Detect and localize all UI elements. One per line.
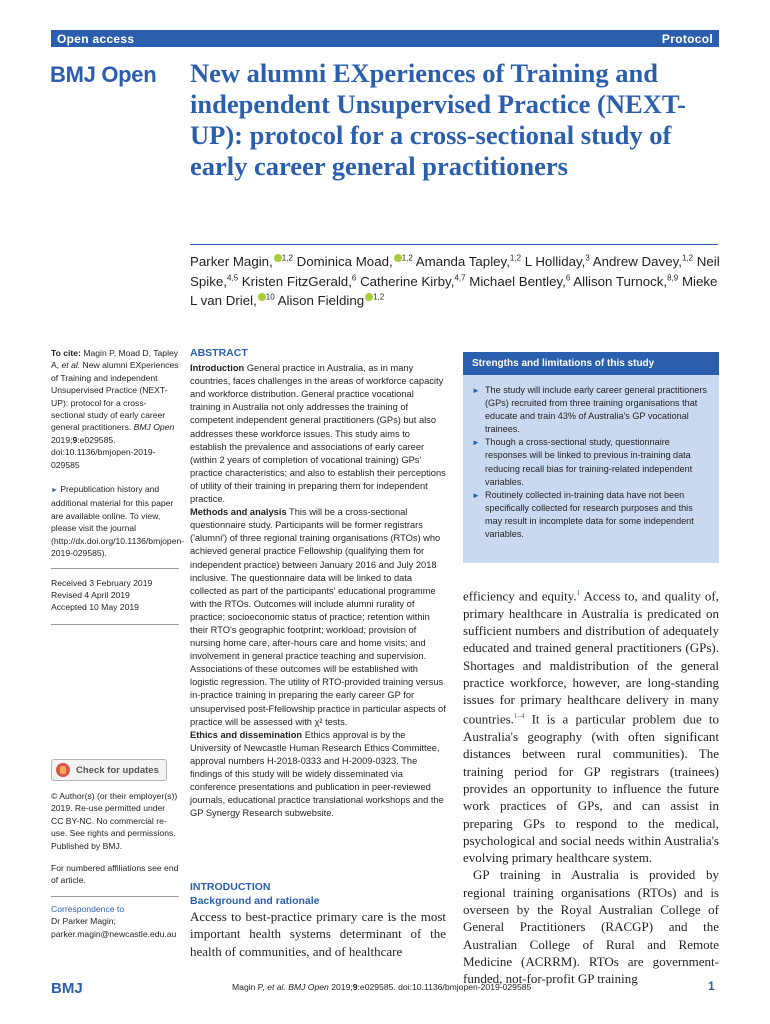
check-for-updates-button[interactable] <box>51 759 167 781</box>
author-list <box>190 252 725 311</box>
license-text: © Author(s) (or their employer(s)) 2019. Re-use permitted under CC BY-NC. No commercial re-use. See rights and permissions. Published by BMJ. <box>51 791 178 851</box>
list-item <box>463 436 719 488</box>
accepted-date: Accepted 10 May 2019 <box>51 602 139 613</box>
prepub-note <box>51 483 185 559</box>
page-number: 1 <box>708 979 715 993</box>
body-paragraph <box>463 585 719 866</box>
author-name: Parker Magin, <box>190 254 273 269</box>
open-access-label: Open access <box>57 31 135 46</box>
list-item-text: The study will include early career general practitioners (GPs) recruited from three training organisations that educate and train 43% of Australia's GP vocational trainees. <box>485 385 707 435</box>
author-name: Catherine Kirby, <box>360 273 455 289</box>
affiliation-number: 10 <box>265 292 275 302</box>
abstract-ethics <box>190 729 446 821</box>
list-item <box>463 384 719 436</box>
correspondence-label: Correspondence to <box>51 903 125 914</box>
author-name: Kristen FitzGerald, <box>241 273 352 289</box>
author-name: Dominica Moad, <box>296 254 393 269</box>
affiliation-number: 3 <box>585 253 590 263</box>
abstract-methods-text: This will be a cross-sectional questionnaire study. Participants will be former registrars ('alumni') of three regional training organisations (RTOs) who achieved general practice Fellowship (qualifying them for independent practice) between January 2016 and July 2018 inclusive. The questionnaire data will be linked to data collected as part of the participants' educational programme with the RTOs. Outcomes will include alumni rurality of practice; socioeconomic status of practice; retention within their RTO's geographic footprint; workload; provision of nursing home care, after-hours care and home visits; and involvement in general practice teaching and supervision. Associations of these outcomes will be established with logistic regression. The utility of RTO-provided training versus in-practice training in preparing the early career GP for unsupervised post-Ffellowship practice in particular aspects of practice will be assessed with χ² tests. <box>190 507 446 727</box>
footer-cite-text: Magin P, <box>232 982 265 992</box>
author-name: Andrew Davey, <box>592 254 682 269</box>
journal-logo[interactable]: BMJ Open <box>50 62 157 87</box>
abstract-methods <box>190 506 446 729</box>
footer-citation <box>232 982 531 992</box>
cite-etal: et al. <box>61 360 81 371</box>
author-name: Mieke L van Driel, <box>190 273 718 308</box>
sidebar <box>51 347 185 633</box>
sidebar-divider <box>51 568 179 569</box>
affiliations-note: For numbered affiliations see end of article. <box>51 863 179 886</box>
right-column-body <box>463 585 719 987</box>
cite-doi[interactable]: :e029585. doi:10.1136/bmjopen-2019-029585 <box>51 434 156 470</box>
footer-cite-text: 2019; <box>331 982 353 992</box>
cite-text: 2019; <box>51 434 73 445</box>
affiliation-number: 1,2 <box>681 253 694 263</box>
received-date: Received 3 February 2019 <box>51 577 153 588</box>
article-title: New alumni EXperiences of Training and independent Unsupervised Practice (NEXT-UP): protocol for a cross-sectional study of early career general practitioners <box>190 58 686 181</box>
reference-link[interactable]: 1–4 <box>513 712 525 721</box>
introduction-paragraph: Access to best-practice primary care is the most important health systems determinant of the health of communities, and of healthcare <box>190 909 446 959</box>
footer-cite-etal: et al. <box>267 982 286 992</box>
abstract <box>190 347 446 820</box>
abstract-intro-text: General practice in Australia, as in many countries, faces challenges in the areas of workforce capacity and workforce distribution. General practice vocational training in Australia not only addresses the training of competent independent general practitioners (GPs) but also addresses these workforce issues. This study aims to establish the prevalence and associations of early career (within 2 years of completion of vocational training) GPs' practice characteristics; and also to establish their perceptions of utility of their training in preparing them for independent practice. <box>190 363 446 505</box>
affiliation-number: 6 <box>351 273 357 283</box>
citation-block <box>51 347 179 471</box>
body-text: Access to, and quality of, primary healthcare in Australia is predicated on sufficient numbers and distribution of adequately educated and trained general practitioners (GPs). Shortages and maldistribution of the general practice workforce, however, are long-standing issues for primary healthcare delivery in many countries. <box>463 588 719 727</box>
body-text: efficiency and equity. <box>463 588 577 604</box>
triangle-bullet-icon: ► <box>472 490 480 500</box>
affiliation-number: 1,2 <box>281 253 293 263</box>
affiliation-number: 4,7 <box>454 273 466 283</box>
abstract-heading: ABSTRACT <box>190 347 248 359</box>
check-updates-icon <box>56 763 70 777</box>
author-name: Allison Turnock, <box>573 273 668 289</box>
reference-link[interactable]: 1 <box>576 589 581 597</box>
author-name: Alison Fielding <box>277 293 365 308</box>
orcid-icon[interactable] <box>394 254 402 262</box>
strengths-list <box>463 384 719 541</box>
body-paragraph: GP training in Australia is provided by regional training organisations (RTOs) and is overseen by the Royal Australian College of General Practitioners (RACGP) and the Australian College of Rural and Remote Medicine (ACRRM). RTOs are government-funded, not-for-profit GP training <box>463 867 719 987</box>
cite-text: New alumni EXperiences of Training and independent Unsupervised Practice (NEXT-UP): protocol for a cross-sectional study of early career general practitioners. <box>51 360 179 433</box>
triangle-bullet-icon: ► <box>472 386 480 395</box>
affiliation-number: 6 <box>565 273 571 283</box>
affiliation-number: 8,9 <box>667 273 679 283</box>
sidebar-divider <box>51 896 179 897</box>
introduction-section <box>190 880 446 960</box>
revised-date: Revised 4 April 2019 <box>51 589 130 600</box>
sidebar-divider <box>51 624 179 625</box>
abstract-ethics-label: Ethics and dissemination <box>190 729 303 740</box>
cite-journal: BMJ Open <box>133 422 175 433</box>
article-type-label: Protocol <box>661 31 713 46</box>
author-name: Michael Bentley, <box>469 273 566 289</box>
triangle-bullet-icon: ► <box>472 438 480 448</box>
footer-cite-doi[interactable]: :e029585. doi:10.1136/bmjopen-2019-029585 <box>357 982 532 992</box>
author-name: Amanda Tapley, <box>415 254 510 269</box>
footer-logo[interactable]: BMJ <box>51 980 83 997</box>
correspondence-email[interactable]: parker.magin@newcastle.edu.au <box>51 928 177 939</box>
check-updates-label: Check for updates <box>76 764 159 776</box>
header-bar <box>51 30 719 47</box>
footer-cite-journal: BMJ Open <box>288 982 329 992</box>
list-item-text: Routinely collected in-training data have not been specifically collected for research purposes and this may result in incomplete data for some independent variables. <box>485 489 694 540</box>
cite-volume: 9 <box>72 434 78 445</box>
abstract-intro-label: Introduction <box>190 363 245 374</box>
orcid-icon[interactable] <box>258 293 266 301</box>
author-name: Neil Spike, <box>190 254 720 289</box>
correspondence-name: Dr Parker Magin; <box>51 916 116 927</box>
strengths-limitations-box <box>463 352 719 563</box>
introduction-subheading: Background and rationale <box>190 895 320 907</box>
orcid-icon[interactable] <box>274 254 282 262</box>
abstract-methods-label: Methods and analysis <box>190 507 287 518</box>
abstract-introduction <box>190 362 446 506</box>
list-item <box>463 489 719 541</box>
orcid-icon[interactable] <box>365 293 373 301</box>
sidebar-lower <box>51 790 179 940</box>
box-heading: Strengths and limitations of this study <box>463 352 719 375</box>
author-name: L Holliday, <box>524 254 586 269</box>
affiliation-number: 1,2 <box>401 253 413 263</box>
affiliation-number: 1,2 <box>373 292 385 302</box>
title-divider <box>190 244 718 245</box>
list-item-text: Though a cross-sectional study, questionnaire responses will be linked to previous in-training data reducing recall bias for training-related independent variables. <box>485 437 693 487</box>
affiliation-number: 4,5 <box>226 273 239 283</box>
affiliation-number: 1,2 <box>509 253 522 263</box>
introduction-heading: INTRODUCTION <box>190 881 271 893</box>
triangle-bullet-icon: ► <box>51 487 58 495</box>
abstract-ethics-text: Ethics approval is by the University of Newcastle Human Research Ethics Committee, approval numbers H-2018-0333 and H-2009-0323. The findings of this study will be widely disseminated via conference presentations and publication in peer-reviewed journals, educational practice translational workshops and the GP Synergy Research subwebsite. <box>190 729 444 819</box>
prepub-text[interactable]: Prepublication history and additional material for this paper are available online. To view, please visit the journal (http://dx.doi.org/10.1136/bmjopen-2019-029585). <box>51 484 185 559</box>
footer-cite-volume: 9 <box>352 982 358 992</box>
cite-label: To cite: <box>51 348 81 358</box>
body-text: It is a particular problem due to Australia's geography (with often significant distances between rural communities). The training period for GP registrars (trainees) provides an opportunity to influence the future work practices of GPs, and can assist in preparing GPs to respond to the medical, psychological and social needs within Australia's evolving primary healthcare system. <box>463 711 719 866</box>
cite-text: Magin P, Moad D, Tapley A, <box>51 348 179 371</box>
